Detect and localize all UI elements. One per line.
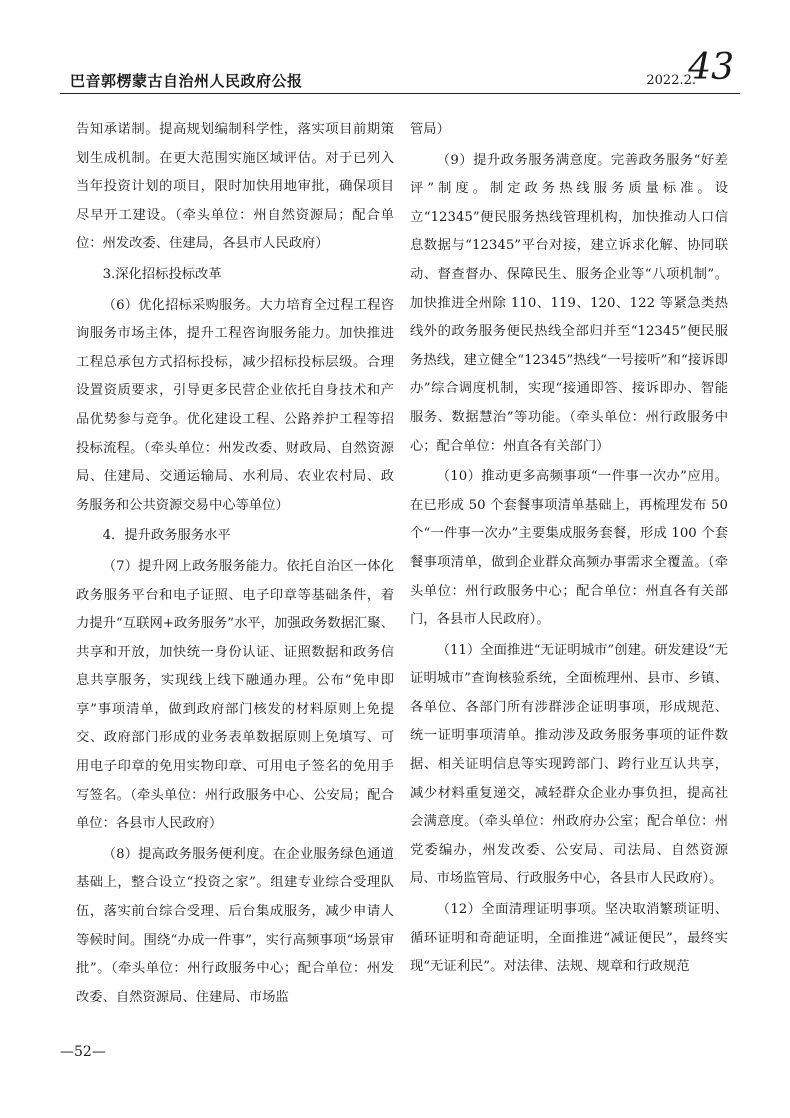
page-header (60, 47, 740, 90)
left-column (76, 116, 394, 1012)
journal-title: 巴音郭楞蒙古自治州人民政府公报 (70, 72, 303, 90)
paragraph: （7）提升网上政务服务能力。依托自治区一体化政务服务平台和电子证照、电子印章等基础条件，着力提升“互联网+政务服务”水平，加强政务数据汇聚、共享和开放，加快统一身份认证、证照数据和政务信息共享服务，实现线上线下融通办理。公布“免申即享”事项清单，做到政府部门核发的材料原则上免提交、政府部门形成的业务表单数据原则上免填写、可用电子印章的免用实物印章、可用电子签名的免用手写签名。（牵头单位：州行政服务中心、公安局；配合单位：各县市人民政府） (76, 558, 394, 832)
section-heading: 4．提升政务服务水平 (102, 528, 231, 544)
paragraph: 告知承诺制。提高规划编制科学性，落实项目前期策划生成机制。在更大范围实施区域评估。对于已列入当年投资计划的项目，限时加快用地审批，确保项目尽早开工建设。（牵头单位：州自然资源局；配合单位：州发改委、住建局，各县市人民政府） (76, 122, 394, 252)
paragraph: 管局） (410, 122, 450, 137)
paragraph: （8）提高政务服务便利度。在企业服务绿色通道基础上，整合设立“投资之家”。组建专业综合受理队伍，落实前台综合受理、后台集成服务，减少申请人等候时间。围绕“办成一件事”，实行高频事项“场景审批”。（牵头单位：州行政服务中心；配合单位：州发改委、自然资源局、住建局、市场监 (76, 846, 394, 1005)
paragraph: （10）推动更多高频事项“一件事一次办”应用。在已形成 50 个套餐事项清单基础上，再梳理发布 50 个“一件事一次办”主要集成服务套餐，形成 100 个套餐事项清单，做到企业群众高频办事需求全覆盖。（牵头单位：州行政服务中心；配合单位：州直各有关部门，各县市人民政府）。 (410, 469, 728, 628)
paragraph: （9）提升政务服务满意度。完善政务服务“好差评”制度。制定政务热线服务质量标准。设立“12345”便民服务热线管理机构，加快推动人口信息数据与“12345”平台对接，建立诉求化解、协同联动、督查督办、保障民生、服务企业等“八项机制”。加快推进全州除 110、119、120、122 等紧急类热线外的政务服务便民热线全部归并至“12345”便民服务热线，建立健全“12345”热线“一号接听”和“接诉即办”综合调度机制，实现“接通即答、接诉即办、智能服务、数据慧治”等功能。（牵头单位：州行政服务中心；配合单位：州直各有关部门） (410, 152, 728, 454)
paragraph: （6）优化招标采购服务。大力培育全过程工程咨询服务市场主体，提升工程咨询服务能力。加快推进工程总承包方式招标投标，减少招标投标层级。合理设置资质要求，引导更多民营企业依托自身技术和产品优势参与竞争。优化建设工程、公路养护工程等招投标流程。（牵头单位：州发改委、财政局、自然资源局、住建局、交通运输局、水利局、农业农村局、政务服务和公共资源交易中心等单位） (76, 297, 394, 513)
header-rule (60, 93, 740, 94)
issue-date: 2022.2. (646, 73, 696, 88)
header-page-number: 43 (688, 47, 734, 88)
paragraph: （12）全面清理证明事项。坚决取消繁琐证明、循环证明和奇葩证明，全面推进“减证便民”，最终实现“无证利民”。对法律、法规、规章和行政规范 (410, 902, 728, 975)
page-footer-number: —52— (60, 1044, 106, 1060)
right-column (410, 116, 728, 982)
section-heading: 3.深化招标投标改革 (102, 266, 222, 282)
paragraph: （11）全面推进“无证明城市”创建。研发建设“无证明城市”查询核验系统，全面梳理州、县市、乡镇、各单位、各部门所有涉群涉企证明事项，形成规范、统一证明事项清单。推动涉及政务服务事项的证件数据、相关证明信息等实现跨部门、跨行业互认共享，减少材料重复递交，减轻群众企业办事负担，提高社会满意度。（牵头单位：州政府办公室；配合单位：州党委编办，州发改委、公安局、司法局、自然资源局、市场监管局、行政服务中心，各县市人民政府）。 (410, 642, 728, 887)
